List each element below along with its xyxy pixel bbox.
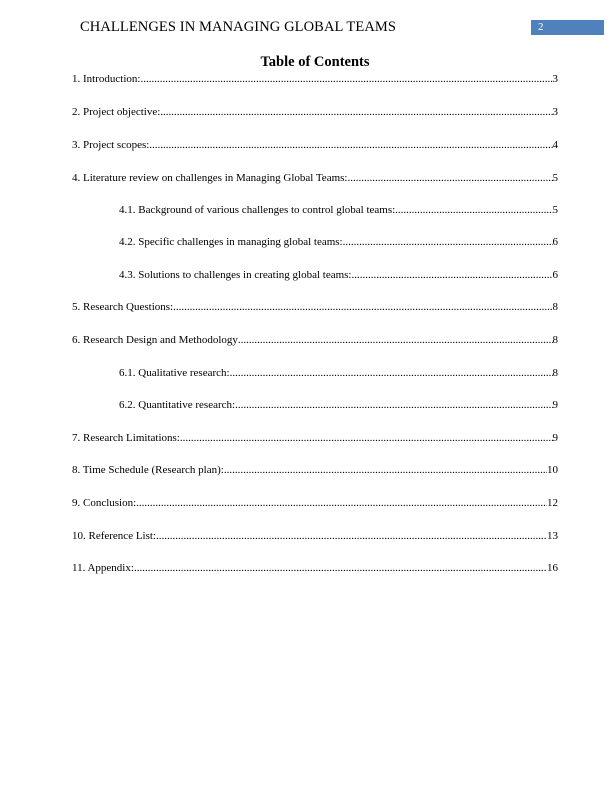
toc-dot-leader — [149, 139, 552, 152]
toc-entry-text: 7. Research Limitations: — [72, 432, 180, 444]
toc-dot-leader — [343, 236, 553, 249]
toc-entry-page: 9 — [552, 399, 558, 411]
toc-entry-text: 6. Research Design and Methodology — [72, 334, 238, 346]
toc-entry-page: 4 — [552, 139, 558, 151]
toc-entry-text: 8. Time Schedule (Research plan): — [72, 464, 224, 476]
toc-entry-page: 5 — [552, 204, 558, 216]
toc-entry-page: 3 — [552, 73, 558, 85]
toc-dot-leader — [224, 464, 547, 477]
toc-entry-text: 2. Project objective: — [72, 106, 161, 118]
toc-dot-leader — [140, 73, 552, 86]
toc-entry-reference-list[interactable] — [72, 530, 558, 543]
toc-entry-quantitative-research[interactable] — [119, 399, 558, 412]
toc-entry-research-questions[interactable] — [72, 301, 558, 314]
toc-entry-page: 10 — [547, 464, 558, 476]
toc-dot-leader — [230, 367, 553, 380]
toc-heading: Table of Contents — [260, 54, 370, 70]
toc-entry-introduction[interactable] — [72, 73, 558, 86]
toc-dot-leader — [156, 530, 547, 543]
toc-entry-text: 6.2. Quantitative research: — [119, 399, 236, 411]
toc-entry-project-scopes[interactable] — [72, 139, 558, 152]
toc-entry-text: 5. Research Questions: — [72, 301, 174, 313]
toc-dot-leader — [180, 432, 553, 445]
toc-entry-time-schedule[interactable] — [72, 464, 558, 477]
toc-entry-page: 16 — [547, 562, 558, 574]
toc-dot-leader — [238, 334, 553, 347]
page-number-badge: 2 — [531, 20, 604, 35]
toc-entry-text: 9. Conclusion: — [72, 497, 137, 509]
toc-entry-text: 11. Appendix: — [72, 562, 134, 574]
toc-entry-page: 8 — [552, 334, 558, 346]
toc-entry-page: 6 — [552, 236, 558, 248]
toc-entry-literature-review[interactable] — [72, 172, 558, 185]
toc-dot-leader — [136, 497, 547, 510]
toc-entry-text: 6.1. Qualitative research: — [119, 367, 230, 379]
toc-entry-research-design[interactable] — [72, 334, 558, 347]
toc-dot-leader — [134, 562, 547, 575]
toc-entry-text: 10. Reference List: — [72, 530, 156, 542]
toc-entry-text: 1. Introduction: — [72, 73, 141, 85]
toc-entry-page: 8 — [552, 367, 558, 379]
toc-entry-text: 4.1. Background of various challenges to control global teams: — [119, 204, 396, 216]
toc-entry-page: 8 — [552, 301, 558, 313]
toc-dot-leader — [347, 172, 552, 185]
toc-entry-solutions[interactable] — [119, 269, 558, 282]
toc-entry-project-objective[interactable] — [72, 106, 558, 119]
toc-entry-qualitative-research[interactable] — [119, 367, 558, 380]
toc-entry-text: 3. Project scopes: — [72, 139, 150, 151]
toc-dot-leader — [160, 106, 552, 119]
toc-entry-page: 13 — [547, 530, 558, 542]
toc-dot-leader — [173, 301, 552, 314]
toc-entry-page: 12 — [547, 497, 558, 509]
toc-entry-background-challenges[interactable] — [119, 204, 558, 217]
toc-entry-page: 9 — [552, 432, 558, 444]
toc-entry-page: 6 — [552, 269, 558, 281]
toc-entry-page: 5 — [552, 172, 558, 184]
toc-dot-leader — [235, 399, 552, 412]
toc-dot-leader — [395, 204, 552, 217]
toc-entry-page: 3 — [552, 106, 558, 118]
toc-entry-text: 4.3. Solutions to challenges in creating global teams: — [119, 269, 352, 281]
toc-entry-text: 4.2. Specific challenges in managing global teams: — [119, 236, 343, 248]
running-header-title: CHALLENGES IN MANAGING GLOBAL TEAMS — [80, 19, 397, 35]
toc-entry-conclusion[interactable] — [72, 497, 558, 510]
toc-entry-appendix[interactable] — [72, 562, 558, 575]
toc-entry-text: 4. Literature review on challenges in Managing Global Teams: — [72, 172, 348, 184]
toc-entry-research-limitations[interactable] — [72, 432, 558, 445]
toc-entry-specific-challenges[interactable] — [119, 236, 558, 249]
toc-dot-leader — [351, 269, 552, 282]
